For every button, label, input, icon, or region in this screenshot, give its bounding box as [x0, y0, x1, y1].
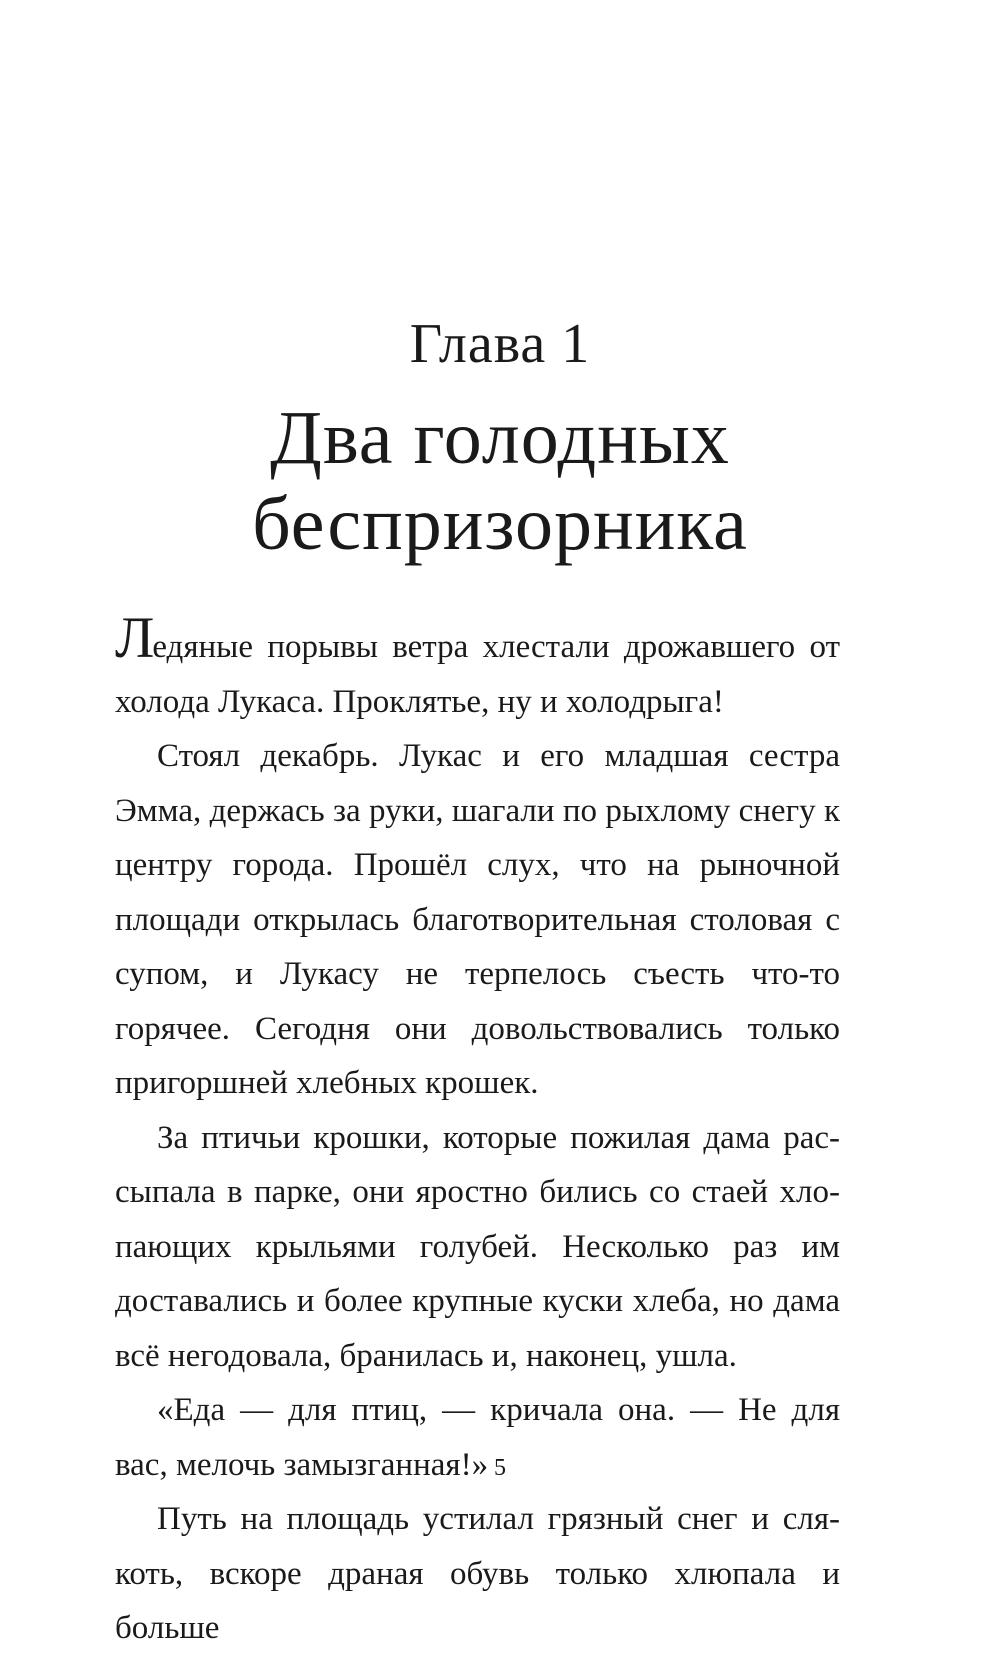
chapter-title	[0, 395, 1000, 567]
paragraph-5: Путь на площадь устилал грязный снег и слякоть, вскоре драная обувь только хлюпала и больше	[115, 1501, 840, 1646]
paragraph-1	[115, 605, 840, 729]
chapter-label: Глава 1	[409, 313, 591, 375]
chapter-title-line-2: беспризорника	[252, 482, 748, 566]
paragraph-3: За птичьи крошки, которые пожилая дама рассыпала в парке, они яростно бились со стаей хлопающих крыльями голубей. Несколько раз им доставались и более крупные куски хлеба, но дама всё негодовала, бранилась и, наконец, ушла.	[115, 1119, 840, 1374]
paragraph-1-text: едяные порывы ветра хлестали дрожавшего от холода Лукаса. Проклятье, ну и холодрыга!	[115, 629, 840, 720]
page-number: 5	[494, 1455, 506, 1481]
paragraph-2: Стоял декабрь. Лукас и его младшая сестра Эмма, держась за руки, шагали по рыхлому снегу к центру города. Прошёл слух, что на рыночной площади открылась благотворительная столовая с супом, и Лукасу не терпелось съесть что-то горячее. Сегодня они довольствовались только пригоршней хлебных крошек.	[115, 738, 840, 1101]
chapter-title-line-1: Два голодных	[270, 396, 730, 480]
drop-cap: Л	[115, 605, 153, 670]
chapter-body	[115, 605, 840, 1656]
paragraph-4: «Еда — для птиц, — кричала она. — Не для вас, мелочь замызганная!»	[115, 1392, 840, 1483]
